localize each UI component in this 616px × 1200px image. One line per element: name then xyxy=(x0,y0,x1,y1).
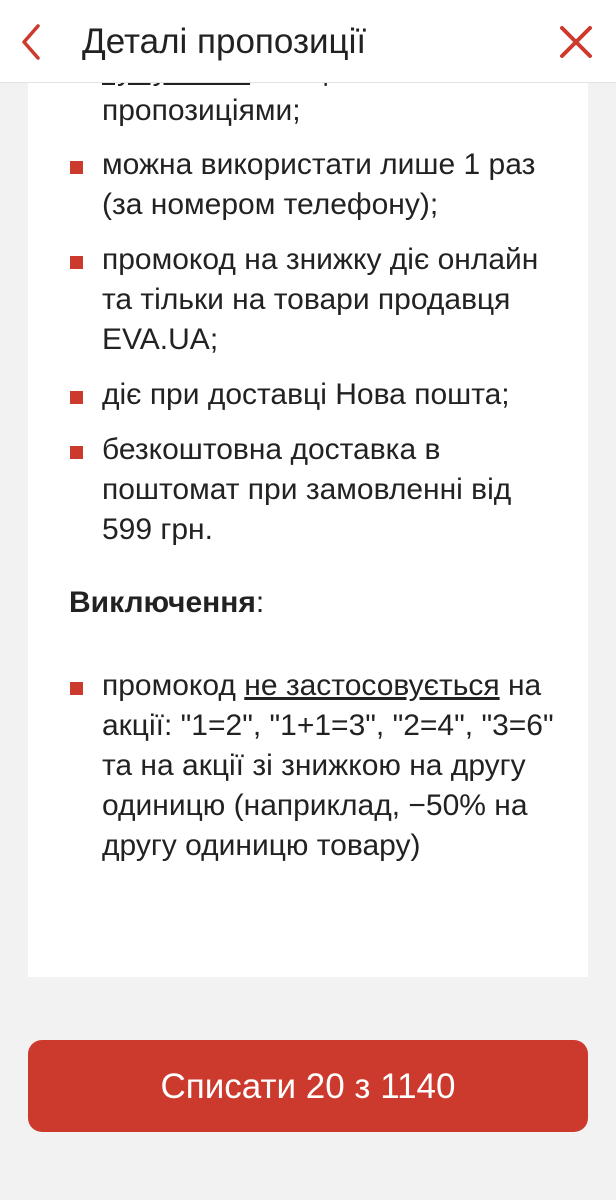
offer-details-scroll[interactable] xyxy=(28,83,588,977)
bullet-square-icon xyxy=(70,446,83,459)
close-button[interactable] xyxy=(556,20,596,64)
redeem-button[interactable]: Списати 20 з 1140 xyxy=(28,1040,588,1132)
exclusions-heading: Виключення: xyxy=(69,586,265,619)
offer-details-text xyxy=(28,43,588,866)
list-item-text: можна використати лише 1 раз (за номером телефону); xyxy=(102,148,536,221)
exclusion-item xyxy=(28,666,588,866)
bullet-square-icon xyxy=(70,391,83,404)
list-item-text: промокод на знижку діє онлайн та тільки на товари продавця EVA.UA; xyxy=(102,243,539,356)
list-item-text: промокод не застосовується на акції: "1=2", "1+1=3", "2=4", "3=6" та на акції зі знижкою на другу одиницю (наприклад, −50% на другу одиницю товару) xyxy=(102,669,554,862)
list-item xyxy=(28,145,588,225)
list-item xyxy=(28,430,588,550)
chevron-left-icon xyxy=(12,20,52,64)
underlined-text: не застосовується xyxy=(244,669,500,702)
page-title: Деталі пропозиції xyxy=(82,22,367,61)
bullet-square-icon xyxy=(70,161,83,174)
list-item xyxy=(28,240,588,360)
close-icon xyxy=(556,20,596,64)
bullet-square-icon xyxy=(70,682,83,695)
list-item-text: пропозиціями; xyxy=(102,94,301,127)
list-item xyxy=(28,375,588,415)
back-button[interactable] xyxy=(12,20,52,64)
cta-container xyxy=(28,1040,588,1132)
header-bar xyxy=(0,0,616,83)
list-item-text: безкоштовна доставка в поштомат при замовленні від 599 грн. xyxy=(102,433,512,546)
list-item-text: діє при доставці Нова пошта; xyxy=(102,378,510,411)
bullet-square-icon xyxy=(70,256,83,269)
